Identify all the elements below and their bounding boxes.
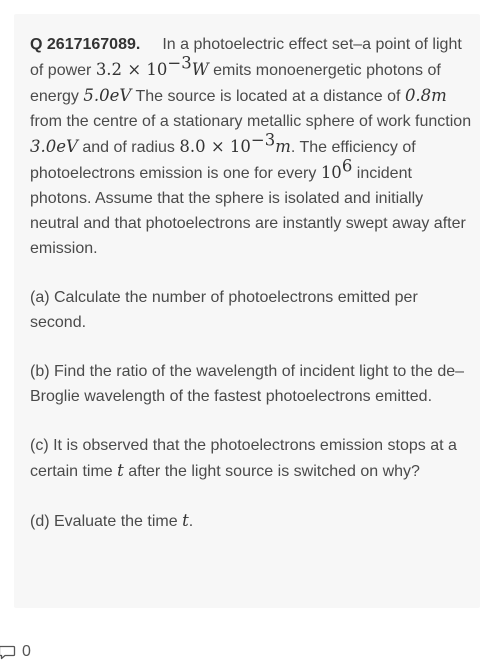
times-sign-2: × bbox=[210, 137, 225, 156]
part-a: (a) Calculate the number of photoelectrons emitted per second. bbox=[30, 289, 418, 331]
radius-exponent: −3 bbox=[250, 130, 276, 150]
part-d-text-2: . bbox=[188, 513, 194, 530]
part-c-text-1: (c) It is observed that the photoelectrons emission stops at a certain time bbox=[30, 437, 457, 480]
intro-text-6: . The efficiency of photoelectrons emission is one for every bbox=[30, 139, 416, 182]
radius-base: 10 bbox=[229, 137, 251, 156]
intro-text-3: The source is located at a distance of bbox=[131, 88, 405, 105]
intro-text-1: In a photoelectric effect set–a point of light of power bbox=[30, 36, 462, 79]
part-c bbox=[30, 433, 476, 484]
source-distance: 0.8m bbox=[404, 86, 447, 105]
comment-count: 0 bbox=[22, 643, 31, 660]
part-d bbox=[30, 508, 476, 534]
radius-coefficient: 8.0 bbox=[179, 137, 206, 156]
intro-text-2: emits monoenergetic photons of energy bbox=[30, 62, 441, 105]
part-d-text-1: (d) Evaluate the time bbox=[30, 513, 183, 530]
photon-energy: 5.0eV bbox=[83, 86, 132, 105]
part-b: (b) Find the ratio of the wavelength of incident light to the de–Broglie wavelength of the fastest photoelectrons emitted. bbox=[30, 363, 465, 405]
power-unit: W bbox=[191, 60, 209, 79]
part-d-variable: t bbox=[182, 511, 189, 530]
question-content bbox=[30, 32, 476, 558]
work-function: 3.0eV bbox=[30, 137, 78, 156]
comment-bar[interactable] bbox=[0, 640, 31, 664]
question-id: Q 2617167089. bbox=[30, 36, 141, 53]
intro-text-4: from the centre of a stationary metallic sphere of work function bbox=[30, 113, 472, 130]
efficiency-base: 10 bbox=[320, 163, 342, 182]
radius-unit: m bbox=[275, 137, 291, 156]
comment-icon[interactable] bbox=[0, 644, 16, 660]
question-intro bbox=[30, 32, 476, 261]
intro-text-5: and of radius bbox=[77, 139, 180, 156]
times-sign-1: × bbox=[127, 60, 142, 79]
intro-text-7: incident photons. Assume that the sphere is isolated and initially neutral and that photoelectrons are instantly swept away after emission. bbox=[30, 165, 466, 257]
power-exponent: −3 bbox=[167, 53, 192, 73]
power-coefficient: 3.2 bbox=[95, 60, 123, 79]
part-c-text-2: after the light source is switched on why? bbox=[123, 463, 420, 480]
part-c-variable: t bbox=[117, 461, 124, 480]
power-base: 10 bbox=[146, 60, 168, 79]
efficiency-exponent: 6 bbox=[341, 156, 353, 176]
